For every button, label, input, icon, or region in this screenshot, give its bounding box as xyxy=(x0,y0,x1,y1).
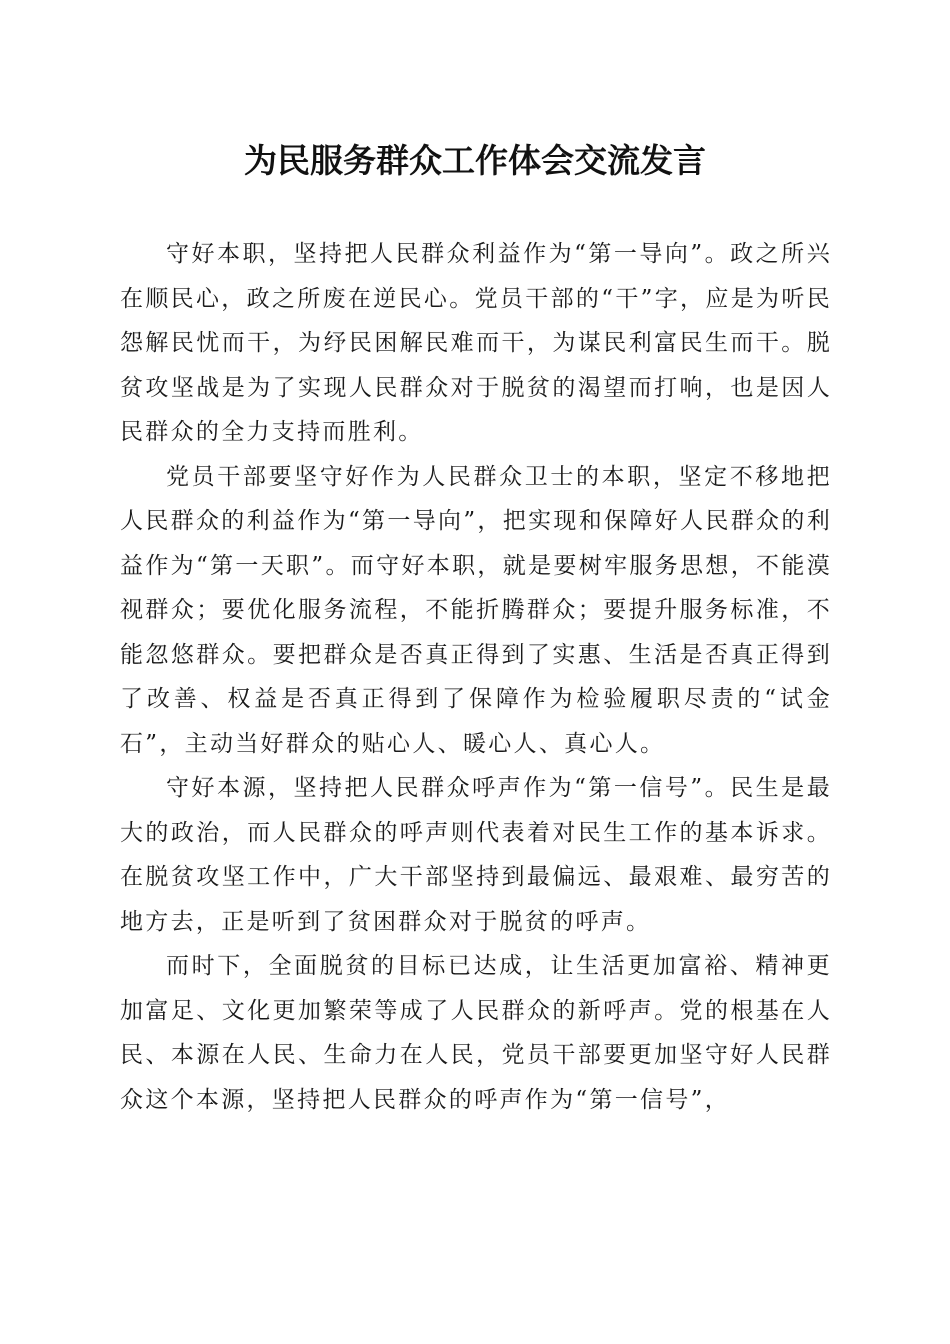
document-body xyxy=(120,232,832,1122)
paragraph: 守好本源，坚持把人民群众呼声作为“第一信号”。民生是最大的政治，而人民群众的呼声则代表着对民生工作的基本诉求。在脱贫攻坚工作中，广大干部坚持到最偏远、最艰难、最穷苦的地方去，正是听到了贫困群众对于脱贫的呼声。 xyxy=(120,775,832,935)
document-title: 为民服务群众工作体会交流发言 xyxy=(244,141,706,180)
paragraph: 守好本职，坚持把人民群众利益作为“第一导向”。政之所兴在顺民心，政之所废在逆民心。党员干部的“干”字，应是为听民怨解民忧而干，为纾民困解民难而干，为谋民利富民生而干。脱贫攻坚战是为了实现人民群众对于脱贫的渴望而打响，也是因人民群众的全力支持而胜利。 xyxy=(120,241,832,445)
paragraph: 党员干部要坚守好作为人民群众卫士的本职，坚定不移地把人民群众的利益作为“第一导向”，把实现和保障好人民群众的利益作为“第一天职”。而守好本职，就是要树牢服务思想，不能漠视群众；要优化服务流程，不能折腾群众；要提升服务标准，不能忽悠群众。要把群众是否真正得到了实惠、生活是否真正得到了改善、权益是否真正得到了保障作为检验履职尽责的“试金石”，主动当好群众的贴心人、暖心人、真心人。 xyxy=(120,463,832,757)
paragraph: 而时下，全面脱贫的目标已达成，让生活更加富裕、精神更加富足、文化更加繁荣等成了人民群众的新呼声。党的根基在人民、本源在人民、生命力在人民，党员干部要更加坚守好人民群众这个本源，坚持把人民群众的呼声作为“第一信号”， xyxy=(120,953,832,1113)
